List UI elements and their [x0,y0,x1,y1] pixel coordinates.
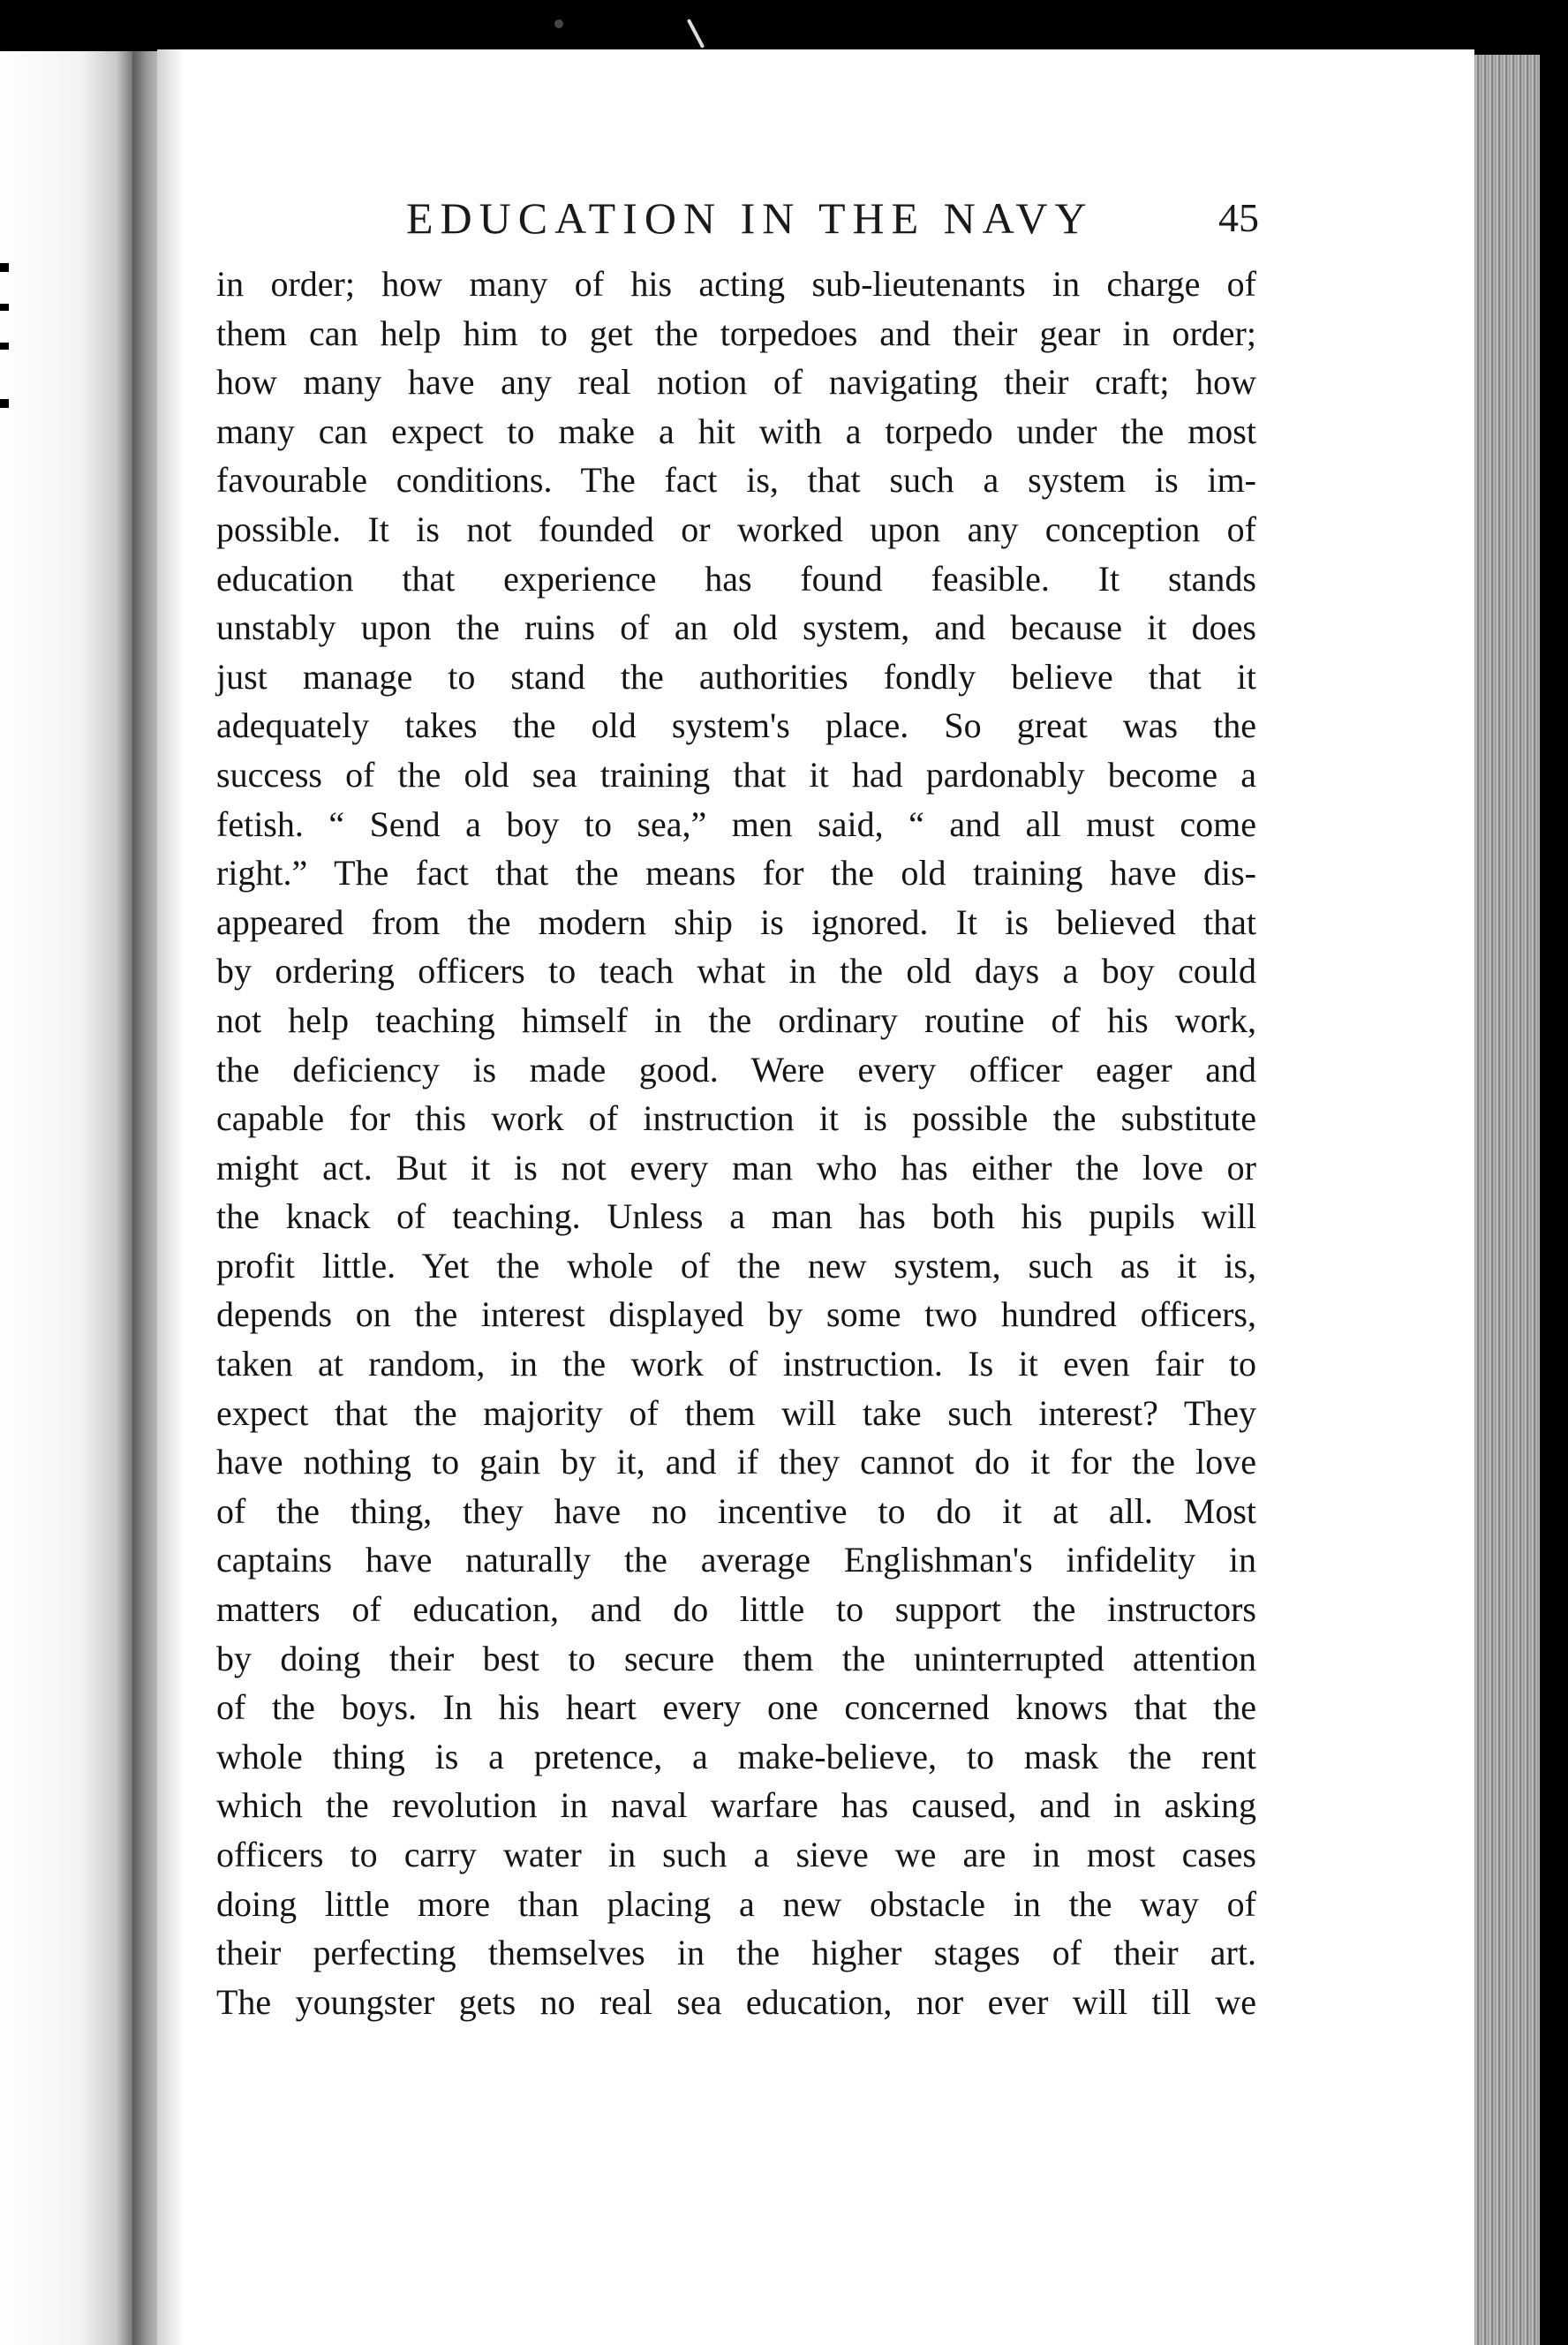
text-line: officers to carry water in such a sieve we are in most cases [216,1835,1256,1874]
text-line: fetish. “ Send a boy to sea,” men said, “ and all must come [216,803,1256,844]
running-head-title: EDUCATION IN THE NAVY [406,193,1094,243]
text-line: appeared from the modern ship is ignored. It is believed that [216,901,1256,942]
text-line: have nothing to gain by it, and if they cannot do it for the love [216,1442,1256,1482]
text-line: expect that the majority of them will take such interest? They [216,1392,1256,1433]
facing-page-edge [0,51,132,2345]
text-line: success of the old sea training that it had pardonably become a [216,754,1256,795]
text-line: of the boys. In his heart every one concerned knows that the [216,1687,1256,1728]
margin-mark [0,399,9,408]
text-line: might act. But it is not every man who has either the love or [216,1147,1256,1188]
text-line: profit little. Yet the whole of the new system, such as it is, [216,1245,1256,1286]
page-edges [1474,55,1540,2345]
text-line: captains have naturally the average Englishman's infidelity in [216,1540,1256,1580]
text-line: taken at random, in the work of instruction. Is it even fair to [216,1344,1256,1384]
text-line: The youngster gets no real sea education, nor ever will till we [216,1981,1256,2022]
page-shadow [157,49,184,2345]
text-line: which the revolution in naval warfare has caused, and in asking [216,1785,1256,1826]
dust-speck [687,19,705,49]
text-line: their perfecting themselves in the higher stages of their art. [216,1933,1256,1973]
text-line: just manage to stand the authorities fondly believe that it [216,656,1256,697]
text-line: depends on the interest displayed by some two hundred officers, [216,1294,1256,1335]
text-line: the deficiency is made good. Were every officer eager and [216,1049,1256,1090]
text-line: not help teaching himself in the ordinary routine of his work, [216,999,1256,1040]
margin-mark [0,304,9,311]
right-border [1540,55,1568,2345]
text-line: unstably upon the ruins of an old system, and because it does [216,607,1256,648]
text-line: right.” The fact that the means for the old training have dis- [216,853,1256,894]
text-line: doing little more than placing a new obstacle in the way of [216,1883,1256,1924]
text-line: of the thing, they have no incentive to do it at all. Most [216,1490,1256,1531]
text-line: by ordering officers to teach what in the old days a boy could [216,951,1256,992]
text-line: matters of education, and do little to support the instructors [216,1589,1256,1630]
text-line: them can help him to get the torpedoes and their gear in order; [216,313,1256,353]
text-line: capable for this work of instruction it is possible the substitute [216,1098,1256,1139]
text-line: the knack of teaching. Unless a man has both his pupils will [216,1196,1256,1237]
margin-mark [0,343,9,350]
text-line: how many have any real notion of navigating their craft; how [216,362,1256,403]
body-text [216,260,1256,2026]
page-number: 45 [1218,195,1259,240]
text-line: adequately takes the old system's place. So great was the [216,705,1256,746]
text-line: possible. It is not founded or worked upon any conception of [216,509,1256,549]
text-line: whole thing is a pretence, a make-believe, to mask the rent [216,1736,1256,1776]
text-line: in order; how many of his acting sub-lieutenants in charge of [216,264,1256,304]
text-line: favourable conditions. The fact is, that such a system is im- [216,460,1256,501]
text-line: by doing their best to secure them the uninterrupted attention [216,1638,1256,1678]
text-line: education that experience has found feasible. It stands [216,558,1256,599]
dust-speck [554,19,563,28]
margin-mark [0,263,9,272]
text-line: many can expect to make a hit with a torpedo under the most [216,411,1256,451]
